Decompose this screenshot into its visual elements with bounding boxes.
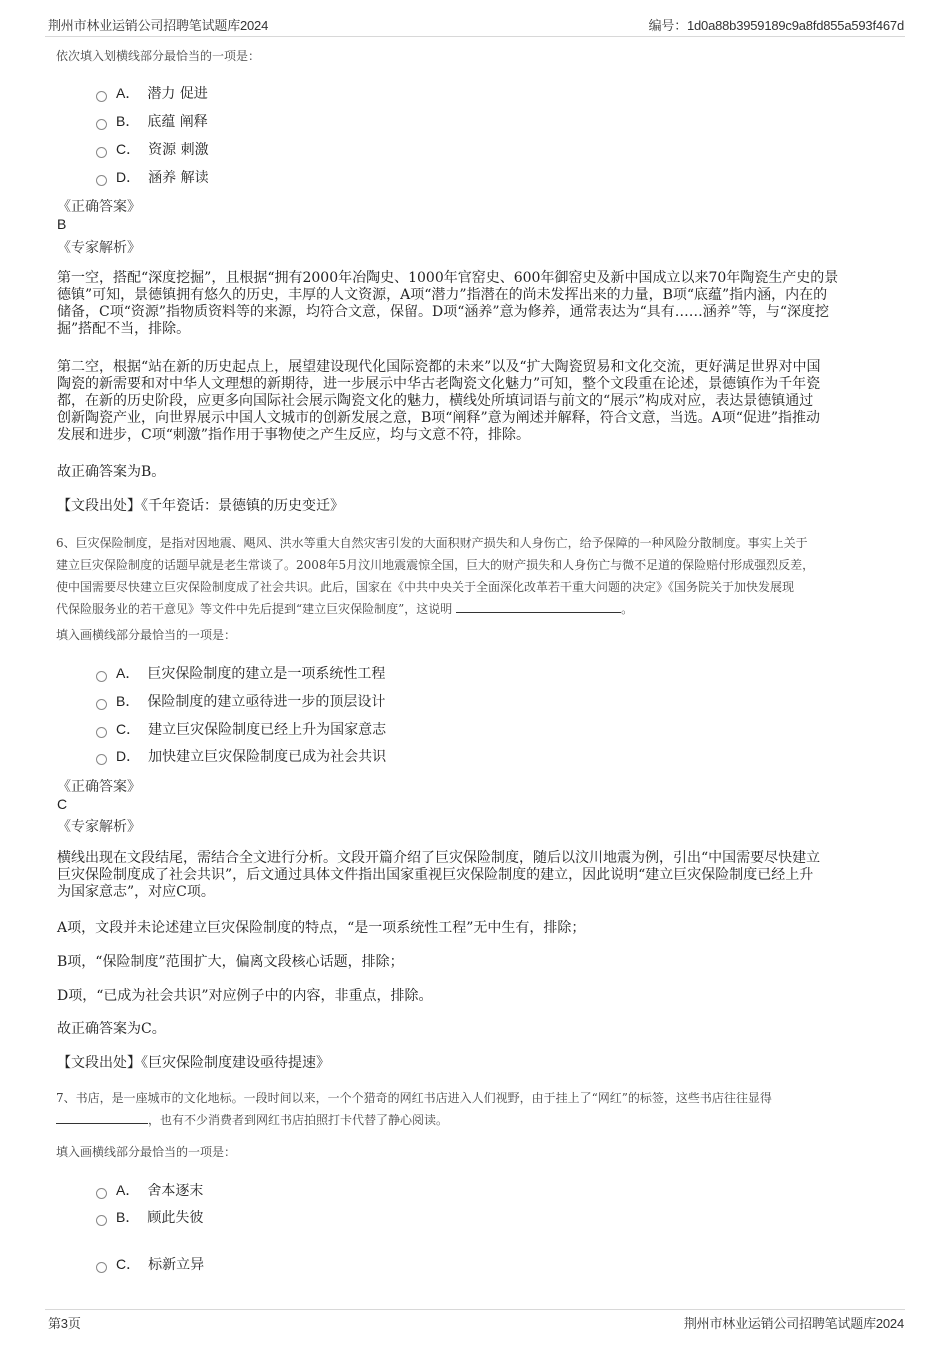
q5-analysis-label: 《专家解析》 [57, 240, 141, 256]
q6-analysis-d: D项，“已成为社会共识”对应例子中的内容，非重点，排除。 [57, 988, 433, 1004]
radio-icon[interactable] [96, 727, 107, 738]
q6-stem: 6、巨灾保险制度，是指对因地震、飓风、洪水等重大自然灾害引发的大面积财产损失和人身伤亡，给予保障的一种风险分散制度。事实上关于 建立巨灾保险制度的话题早就是老生常谈了。2008年5月汶川地震震惊全国，巨大的财产损失和人身伤亡与微不足道的保险赔付形成强烈反差， 使中国需要尽快建立巨灾保险制度成了社会共识。此后，国家在《中共中央关于全面深化改革若干重大问题的决定》《国务院关于加快发展现 代保险服务业的若干意见》等文件中先后提到“建立巨灾保险制度”，这说明 。 [56, 536, 815, 616]
radio-icon[interactable] [96, 119, 107, 130]
header-divider [45, 36, 905, 37]
header-title: 荆州市林业运销公司招聘笔试题库2024 [48, 18, 269, 33]
q6-option-a[interactable]: A． 巨灾保险制度的建立是一项系统性工程 [96, 663, 385, 683]
answer-blank [56, 1113, 148, 1124]
q6-source: 【文段出处】《巨灾保险制度建设亟待提速》 [57, 1055, 330, 1071]
radio-icon[interactable] [96, 671, 107, 682]
footer-title: 荆州市林业运销公司招聘笔试题库2024 [683, 1316, 904, 1331]
radio-icon[interactable] [96, 699, 107, 710]
q6-analysis-paragraph-1: 横线出现在文段结尾，需结合全文进行分析。文段开篇介绍了巨灾保险制度，随后以汶川地震为例，引出“中国需要尽快建立 巨灾保险制度成了社会共识”，后文通过具体文件指出国家重视巨灾保险制度的建立，因此说明“建立巨灾保险制度已经上升 为国家意志”，对应C项。 [57, 850, 821, 900]
answer-blank [456, 602, 621, 613]
q5-source: 【文段出处】《千年瓷话：景德镇的历史变迁》 [57, 498, 344, 514]
radio-icon[interactable] [96, 1188, 107, 1199]
radio-icon[interactable] [96, 754, 107, 765]
q7-option-b[interactable]: B． 顾此失彼 [96, 1207, 203, 1227]
q5-answer: B [57, 216, 67, 232]
q6-analysis-b: B项，“保险制度”范围扩大，偏离文段核心话题，排除； [57, 954, 404, 970]
q6-option-b[interactable]: B． 保险制度的建立亟待进一步的顶层设计 [96, 691, 385, 711]
footer-divider [45, 1309, 905, 1310]
q6-conclusion: 故正确答案为C。 [57, 1021, 166, 1037]
q5-analysis-paragraph-1: 第一空，搭配“深度挖掘”，且根据“拥有2000年冶陶史、1000年官窑史、600年御窑史及新中国成立以来70年陶瓷生产史的景 德镇”可知，景德镇拥有悠久的历史，丰厚的人文资源，A项“潜力”指潜在的尚未发挥出来的力量，B项“底蕴”指内涵，内在的 储备，C项“资源”指物质资料等的来源，均符合文意，保留。D项“涵养”意为修养，通常表达为“具有……涵养”等，与“深度挖 掘”搭配不当，排除。 [57, 270, 839, 337]
q7-option-a[interactable]: A． 舍本逐末 [96, 1180, 203, 1200]
q5-option-c[interactable]: C． 资源 刺激 [96, 139, 209, 159]
q7-option-c[interactable]: C． 标新立异 [96, 1254, 204, 1274]
q7-prompt: 填入画横线部分最恰当的一项是： [56, 1145, 237, 1159]
q6-analysis-a: A项，文段并未论述建立巨灾保险制度的特点，“是一项系统性工程”无中生有，排除； [57, 920, 586, 936]
page-number: 第3页 [48, 1316, 81, 1331]
q7-stem: 7、书店，是一座城市的文化地标。一段时间以来，一个个猎奇的网红书店进入人们视野，由于挂上了“网红”的标签，这些书店往往显得 ，也有不少消费者到网红书店拍照打卡代替了静心阅读。 [56, 1091, 772, 1127]
radio-icon[interactable] [96, 147, 107, 158]
q6-answer: C [57, 796, 68, 812]
q6-option-c[interactable]: C． 建立巨灾保险制度已经上升为国家意志 [96, 719, 386, 739]
q5-analysis-paragraph-2: 第二空，根据“站在新的历史起点上，展望建设现代化国际瓷都的未来”以及“扩大陶瓷贸易和文化交流，更好满足世界对中国 陶瓷的新需要和对中华人文理想的新期待，进一步展示中华古老陶瓷文化魅力”可知，整个文段重在论述，景德镇作为千年瓷 都，在新的历史阶段，应更多向国际社会展示陶瓷文化的魅力，横线处所填词语与前文的“展示”构成对应，表达景德镇通过 创新陶瓷产业，向世界展示中国人文城市的创新发展之意，B项“阐释”意为阐述并解释，符合文意，当选。A项“促进”指推动 发展和进步，C项“刺激”指作用于事物使之产生反应，均与文意不符，排除。 [57, 359, 821, 443]
document-code: 编号：1d0a88b3959189c9a8fd855a593f467d [648, 18, 904, 33]
q5-option-d[interactable]: D． 涵养 解读 [96, 167, 209, 187]
q6-option-d[interactable]: D． 加快建立巨灾保险制度已成为社会共识 [96, 746, 386, 766]
q6-analysis-label: 《专家解析》 [57, 819, 141, 835]
radio-icon[interactable] [96, 91, 107, 102]
radio-icon[interactable] [96, 1215, 107, 1226]
radio-icon[interactable] [96, 1262, 107, 1273]
radio-icon[interactable] [96, 175, 107, 186]
q5-option-b[interactable]: B． 底蕴 阐释 [96, 111, 208, 131]
q5-prompt: 依次填入划横线部分最恰当的一项是： [56, 49, 261, 63]
q6-prompt: 填入画横线部分最恰当的一项是： [56, 628, 237, 642]
q5-conclusion: 故正确答案为B。 [57, 464, 166, 480]
q6-answer-label: 《正确答案》 [57, 779, 141, 795]
q5-option-a[interactable]: A． 潜力 促进 [96, 83, 208, 103]
q5-answer-label: 《正确答案》 [57, 199, 141, 215]
